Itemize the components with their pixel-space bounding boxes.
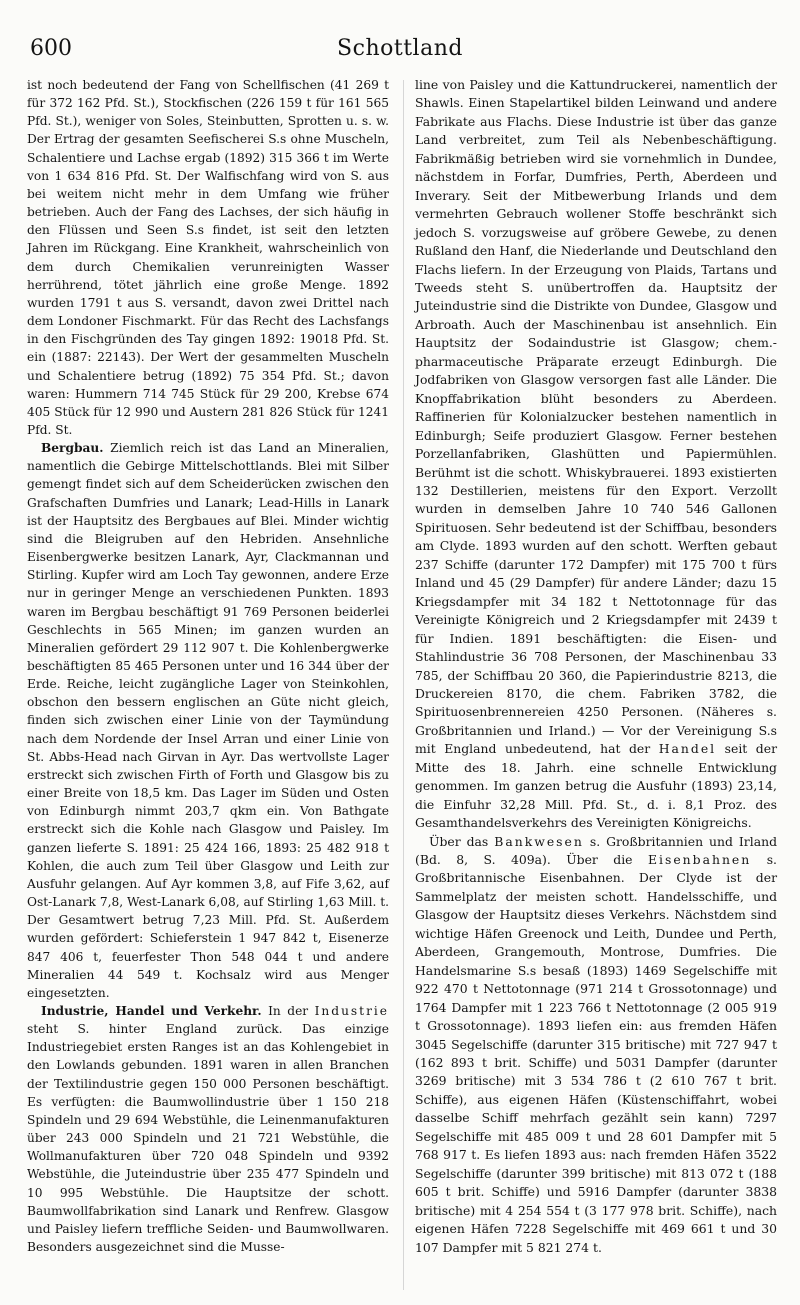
- bankwesen-spaced-word: Bankwesen: [494, 833, 584, 849]
- handel-spaced-word: Handel: [658, 741, 717, 757]
- industry-paragraph: [27, 1002, 389, 1256]
- banking-text-b: s. Großbritannien und Irland (Bd. 8, S. 409a). Über die: [415, 833, 777, 868]
- industry-spaced-word: Industrie: [314, 1003, 390, 1018]
- textile-trade-paragraph: [415, 76, 777, 833]
- page-number: 600: [30, 36, 72, 61]
- industry-text-b: steht S. hinter England zurück. Das einzige Industriegebiet ersten Ranges ist an das Kohlengebiet in den Lowlands gebunden. 1891 waren in allen Branchen der Textilindustrie gegen 150 000 Personen beschäftigt. Es verfügten: die Baumwollindustrie über 1 150 218 Spindeln und 29 694 Webstühle, die Leinenmanufakturen über 243 000 Spindeln und 21 721 Webstühle, die Wollmanufakturen über 720 048 Spindeln und 9392 Webstühle, die Juteindustrie über 235 477 Spindeln und 10 995 Webstühle. Die Hauptsitze der schott. Baumwollfabrikation sind Lanark und Renfrew. Glasgow und Paisley liefern treffliche Seiden- und Baumwollwaren. Besonders ausgezeichnet sind die Musse-: [27, 1022, 389, 1254]
- right-column: [415, 76, 777, 1257]
- running-head: Schottland: [337, 36, 463, 61]
- column-divider: [403, 80, 404, 1290]
- industry-text-a: In der: [268, 1003, 315, 1018]
- page-header: [26, 36, 774, 66]
- textile-text: line von Paisley und die Kattundruckerei, namentlich der Shawls. Einen Stapelartikel bilden Leinwand und andere Fabrikate aus Flachs. Diese Industrie ist über das ganze Land verbreitet, zum Teil als Nebenbeschäftigung. Fabrikmäßig betrieben wird sie vornehmlich in Dundee, nächstdem in Forfar, Dumfries, Perth, Aberdeen und Inverary. Seit der Mitbewerbung Irlands und dem vermehrten Gebrauch wollener Stoffe beschränkt sich jedoch S. vorzugsweise auf gröbere Gewebe, zu denen Rußland den Hanf, die Niederlande und Deutschland den Flachs liefern. In der Erzeugung von Plaids, Tartans und Tweeds steht S. unübertroffen da. Hauptsitz der Juteindustrie sind die Distrikte von Dundee, Glasgow und Arbroath. Auch der Maschinenbau ist ansehnlich. Ein Hauptsitz der Sodaindustrie ist Glasgow; chem.-pharmaceutische Präparate erzeugt Edinburgh. Die Jodfabriken von Glasgow versorgen fast alle Länder. Die Knopffabrikation blüht besonders zu Aberdeen. Raffinerien für Kolonialzucker bestehen namentlich in Edinburgh; Seife produziert Glasgow. Ferner bestehen Porzellanfabriken, Glashütten und Papiermühlen. Berühmt ist die schott. Whiskybrauerei. 1893 existierten 132 Destillerien, meistens für den Export. Verzollt wurden in demselben Jahre 10 740 546 Gallonen Spirituosen. Sehr bedeutend ist der Schiffbau, besonders am Clyde. 1893 wurden auf den schott. Werften gebaut 237 Schiffe (darunter 172 Dampfer) mit 175 700 t fürs Inland und 45 (29 Dampfer) für andere Länder; dazu 15 Kriegsdampfer mit 34 182 t Nettotonnage für das Vereinigte Königreich und 2 Kriegsdampfer mit 2439 t für Indien. 1891 beschäftigten: die Eisen- und Stahlindustrie 36 708 Personen, der Maschinenbau 33 785, der Schiffbau 20 360, die Papierindustrie 8213, die Druckereien 8170, die chem. Fabriken 3782, die Spirituosenbrennereien 4250 Personen. (Näheres s. Großbritannien und Irland.) — Vor der Vereinigung S.s mit England unbedeutend, hat der: [415, 77, 778, 757]
- banking-text-a: Über das: [429, 833, 495, 849]
- trade-text: seit der Mitte des 18. Jahrh. eine schnelle Entwicklung genommen. Im ganzen betrug die Ausfuhr (1893) 23,14, die Einfuhr 32,28 Mill. Pfd. St., d. i. 8,1 Proz. des Gesamthandelsverkehrs des Vereinigten Königreichs.: [415, 741, 777, 831]
- fishing-paragraph: ist noch bedeutend der Fang von Schellfischen (41 269 t für 372 162 Pfd. St.), Stockfischen (226 159 t für 161 565 Pfd. St.), weniger von Soles, Steinbutten, Sprotten u. s. w. Der Ertrag der gesamten Seefischerei S.s ohne Muscheln, Schalentiere und Lachse ergab (1892) 315 366 t im Werte von 1 634 816 Pfd. St. Der Walfischfang wird von S. aus bei weitem nicht mehr in dem Umfang wie früher betrieben. Auch der Fang des Lachses, der sich häufig in den Flüssen und Seen S.s findet, ist seit den letzten Jahren im Rückgang. Eine Krankheit, wahrscheinlich von dem durch Chemikalien verunreinigten Wasser herrührend, tötet jährlich eine große Menge. 1892 wurden 1791 t aus S. versandt, davon zwei Drittel nach dem Londoner Fischmarkt. Für das Recht des Lachsfangs in den Fischgründen des Tay gingen 1892: 19018 Pfd. St. ein (1887: 22143). Der Wert der gesammelten Muscheln und Schalentiere betrug (1892) 75 354 Pfd. St.; davon waren: Hummern 714 745 Stück für 29 200, Krebse 674 405 Stück für 12 990 und Austern 281 826 Stück für 1241 Pfd. St.: [27, 78, 389, 437]
- left-column: [27, 76, 389, 1256]
- eisenbahnen-spaced-word: Eisenbahnen: [647, 852, 752, 868]
- mining-paragraph: [27, 439, 389, 1002]
- mining-heading: Bergbau.: [41, 441, 104, 456]
- mining-text: Ziemlich reich ist das Land an Mineralien, namentlich die Gebirge Mittelschottlands. Blei mit Silber gemengt findet sich auf dem Scheiderücken zwischen den Grafschaften Dumfries und Lanark; Lead-Hills in Lanark ist der Hauptsitz des Bergbaues auf Blei. Minder wichtig sind die Bleigruben auf den Hebriden. Ansehnliche Eisenbergwerke besitzen Lanark, Ayr, Clackmannan und Stirling. Kupfer wird am Loch Tay gewonnen, andere Erze nur in geringer Menge an verschiedenen Punkten. 1893 waren im Bergbau beschäftigt 91 769 Personen beiderlei Geschlechts in 565 Minen; im ganzen wurden an Mineralien gefördert 29 112 907 t. Die Kohlenbergwerke beschäftigten 85 465 Personen unter und 16 344 über der Erde. Reiche, leicht zugängliche Lager von Steinkohlen, obschon den bessern englischen an Güte nicht gleich, finden sich zwischen einer Linie von der Taymündung nach dem Nordende der Insel Arran und einer Linie von St. Abbs-Head nach Girvan in Ayr. Das wertvollste Lager erstreckt sich zwischen Firth of Forth und Glasgow bis zu einer Breite von 18,5 km. Das Lager im Süden und Osten von Edinburgh nimmt 203,7 qkm ein. Von Bathgate erstreckt sich die Kohle nach Glasgow und Paisley. Im ganzen lieferte S. 1891: 25 424 166, 1893: 25 482 918 t Kohlen, die auch zum Teil über Glasgow und Leith zur Ausfuhr gelangen. Auf Ayr kommen 3,8, auf Fife 3,62, auf Ost-Lanark 7,8, West-Lanark 6,08, auf Stirling 1,63 Mill. t. Der Gesamtwert betrug 7,23 Mill. Pfd. St. Außerdem wurden gefördert: Schieferstein 1 947 842 t, Eisenerze 847 406 t, feuerfester Thon 548 044 t und andere Mineralien 44 549 t. Kochsalz wird aus Menger eingesetzten.: [27, 441, 389, 1000]
- industry-heading: Industrie, Handel und Verkehr.: [41, 1003, 262, 1018]
- shipping-text: s. Großbritannische Eisenbahnen. Der Clyde ist der Sammelplatz der meisten schott. Handelsschiffe, und Glasgow der Hauptsitz dieses Verkehrs. Nächstdem sind wichtige Häfen Greenock und Leith, Dundee und Perth, Aberdeen, Grangemouth, Montrose, Dumfries. Die Handelsmarine S.s besaß (1893) 1469 Segelschiffe mit 922 470 t Nettotonnage (971 214 t Grossotonnage) und 1764 Dampfer mit 1 223 766 t Nettotonnage (2 005 919 t Grossotonnage). 1893 liefen ein: aus fremden Häfen 3045 Segelschiffe (darunter 315 britische) mit 727 947 t (162 893 t brit. Schiffe) und 5031 Dampfer (darunter 3269 britische) mit 3 534 786 t (2 610 767 t brit. Schiffe), aus eigenen Häfen (Küstenschiffahrt, wobei dasselbe Schiff mehrfach gezählt sein kann) 7297 Segelschiffe mit 485 009 t und 28 601 Dampfer mit 5 768 917 t. Es liefen 1893 aus: nach fremden Häfen 3522 Segelschiffe (darunter 399 britische) mit 813 072 t (188 605 t brit. Schiffe) und 5916 Dampfer (darunter 3838 britische) mit 4 254 554 t (3 177 978 brit. Schiffe), nach eigenen Häfen 7228 Segelschiffe mit 469 661 t und 30 107 Dampfer mit 5 821 274 t.: [415, 852, 777, 1255]
- banking-shipping-paragraph: [415, 833, 777, 1257]
